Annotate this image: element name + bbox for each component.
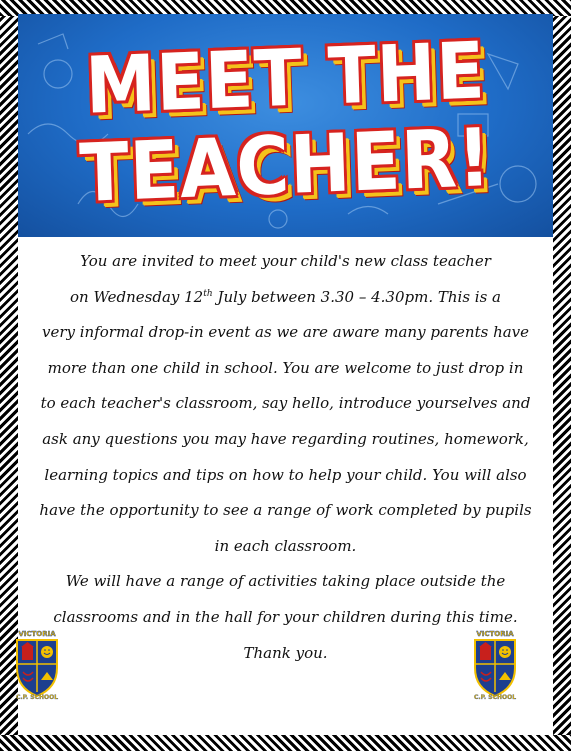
message-line-date: [24, 280, 547, 316]
date-ordinal: th: [203, 288, 213, 299]
message-line-part: July between 3.30 – 4.30pm. This is a: [212, 287, 501, 306]
invitation-message: [24, 244, 547, 671]
message-line: ask any questions you may have regarding routines, homework,: [42, 429, 529, 448]
school-crest-logo: [11, 628, 63, 700]
crest-bottom-text: C.P. SCHOOL: [473, 694, 517, 700]
message-line: very informal drop-in event as we are aware many parents have: [41, 323, 530, 342]
message-line: We will have a range of activities taking place outside the: [65, 572, 506, 591]
sign-off: Thank you.: [243, 643, 328, 662]
poster: [15, 14, 553, 735]
school-crest-logo: [469, 628, 521, 700]
headline-line-1: MEET THE: [84, 26, 487, 132]
crest-top-text: VICTORIA: [18, 630, 56, 638]
message-line: to each teacher's classroom, say hello, introduce yourselves and: [40, 394, 531, 413]
headline-line-2: TEACHER!: [78, 111, 493, 220]
title-banner: [18, 14, 553, 237]
crest-top-text: VICTORIA: [476, 630, 514, 638]
message-line: have the opportunity to see a range of work completed by pupils: [39, 501, 532, 520]
message-line-part: on Wednesday 12: [69, 287, 204, 306]
message-line: classrooms and in the hall for your children during this time.: [53, 607, 518, 626]
message-line: in each classroom.: [214, 536, 357, 555]
message-line: more than one child in school. You are welcome to just drop in: [47, 358, 524, 377]
message-line: You are invited to meet your child's new class teacher: [80, 252, 491, 270]
crest-bottom-text: C.P. SCHOOL: [15, 694, 59, 700]
message-line: learning topics and tips on how to help your child. You will also: [44, 465, 527, 484]
